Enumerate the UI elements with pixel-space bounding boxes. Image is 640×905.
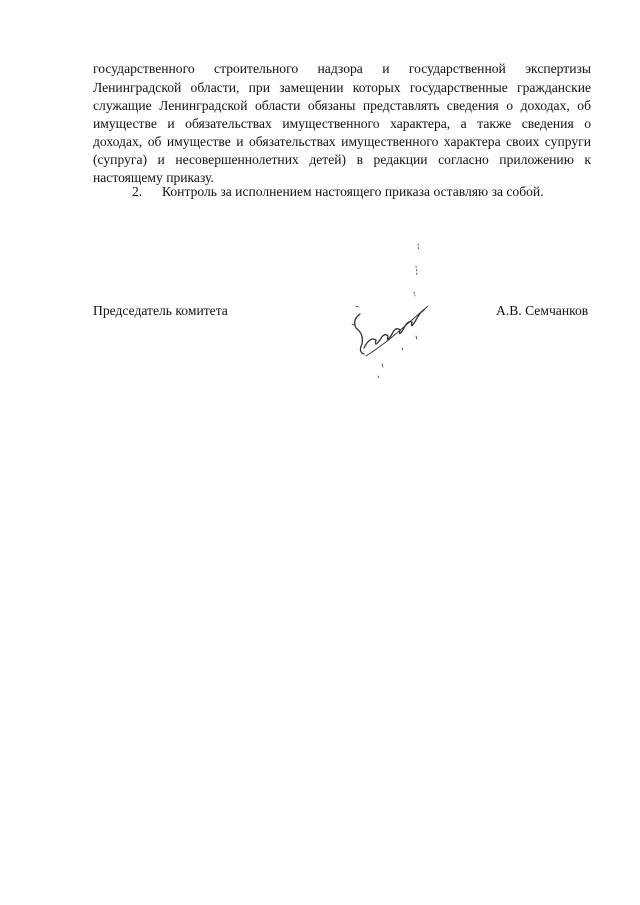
paragraph-line: настоящему приказу.: [93, 170, 214, 185]
paragraph-line: служащие Ленинградской области обязаны представлять сведения о доходах, об: [93, 98, 591, 113]
signatory-name: А.В. Семчанков: [496, 303, 589, 318]
list-item-number: 2.: [132, 184, 143, 199]
paragraph-line: доходах, об имуществе и обязательствах имущественного характера своих супруги: [93, 134, 591, 149]
handwritten-signature: [342, 236, 432, 386]
paragraph-line: государственного строительного надзора и государственной экспертизы: [93, 61, 591, 76]
paragraph-line: (супруга) и несовершеннолетних детей) в редакции согласно приложению к: [93, 152, 591, 167]
signatory-title: Председатель комитета: [93, 303, 228, 318]
paragraph-line: имуществе и обязательствах имущественного характера, а также сведения о: [93, 116, 591, 131]
list-item-2: [0, 183, 640, 203]
list-item-text: Контроль за исполнением настоящего приказа оставляю за собой.: [162, 184, 544, 199]
paragraph-line: Ленинградской области, при замещении которых государственные гражданские: [93, 80, 591, 95]
